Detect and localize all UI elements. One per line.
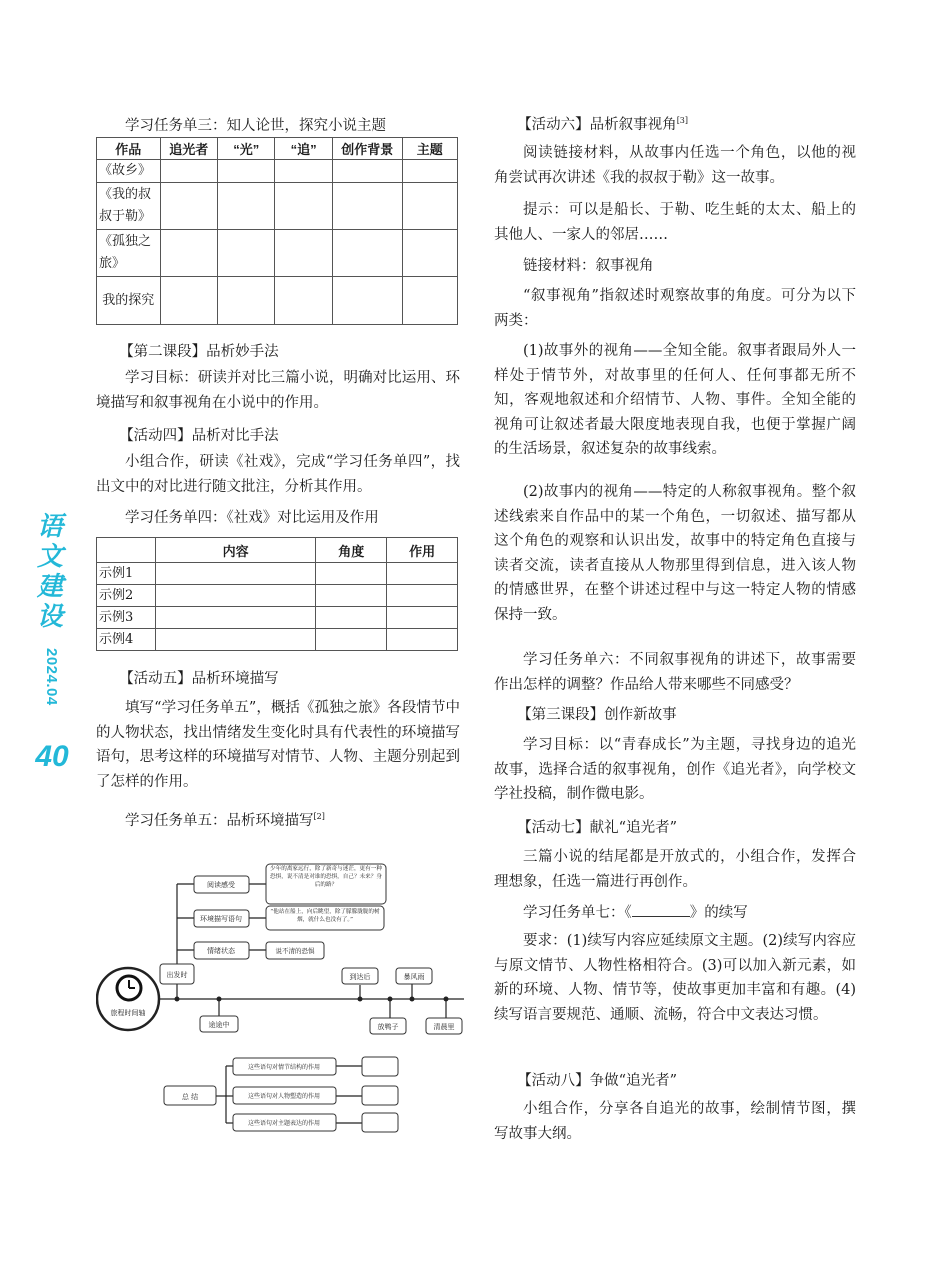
section3-goal: 学习目标：以“青春成长”为主题，寻找身边的追光故事，选择合适的叙事视角，创作《追光者》，向学校文学社投稿，制作微电影。 [494,737,856,802]
table-row [97,277,458,325]
activity4-heading: 【活动四】品析对比手法 [119,428,279,444]
activity5-text: 填写“学习任务单五”，概括《孤独之旅》各段情节中的人物状态，找出情绪发生变化时具有代表性的环境描写语句，思考这样的环境描写对情节、人物、主题分别起到了怎样的作用。 [96,700,460,790]
activity7-heading: 【活动七】献礼“追光者” [517,820,678,836]
activity6-heading [494,113,688,137]
table-cell: 我的探究 [97,277,161,325]
node-midway: 途途中 [208,1021,230,1029]
task7-prefix: 学习任务单七：《 [523,905,632,921]
timeline-dot [358,997,363,1002]
table-cell: 《孤独之旅》 [97,230,161,277]
task3-title: 学习任务单三：知人论世，探究小说主题 [125,118,386,134]
journal-title-char: 语 [36,512,63,542]
link-intro: “叙事视角”指叙述时观察故事的角度。可分为以下两类： [494,288,856,329]
table-cell: 《故乡》 [97,160,161,183]
hint-text: 提示：可以是船长、于勒、吃生蚝的太太、船上的其他人、一家人的邻居…… [494,202,856,243]
timeline-dot [388,997,393,1002]
node-storm: 暴风雨 [403,973,425,981]
requirements-text: 要求：(1)续写内容应延续原文主题。(2)续写内容应与原文情节、人物性格相符合。(3)可以加入新元素，如新的环境、人物、情节等，使故事更加丰富和有趣。(4)续写语言要规范、通顺、流畅，符合中文表达习惯。 [494,933,856,1023]
table-cell: 示例1 [97,563,156,585]
table-header: 内容 [155,538,316,563]
table-header: 创作背景 [332,138,402,160]
journal-title [28,512,72,632]
footnote-ref: [3] [676,116,689,126]
view1-text: (1)故事外的视角——全知全能。叙事者跟局外人一样处于情节外，对故事里的任何人、任何事都无所不知，客观地叙述和介绍情节、人物、事件。全知全能的视角可让叙述者最大限度地表现自我，也便于掌握广阔的生活场景，叙述复杂的故事线索。 [494,343,856,457]
blank-answer-box [362,1113,398,1132]
note-reading: 少年的离家远行，除了新奇与迷茫，更有一种恐惧，说不清是对谁的恐惧，自己？未来？身后的路？ [270,866,382,888]
node-start: 出发时 [166,971,188,979]
table-row [97,230,458,277]
activity6-text: 阅读链接材料，从故事内任选一个角色，以他的视角尝试再次讲述《我的叔叔于勒》这一故事。 [494,145,856,186]
journal-title-char: 设 [36,602,63,632]
table-header: “追” [275,138,332,160]
table-cell: 《我的叔叔于勒》 [97,183,161,230]
section2-heading: 【第二课段】品析妙手法 [119,344,279,360]
table-row [97,629,458,651]
timeline-dot [217,997,222,1002]
table-row [97,607,458,629]
summary-item: 这些语句对主题表达的作用 [247,1120,321,1127]
fill-blank[interactable] [632,902,690,917]
activity7-text: 三篇小说的结尾都是开放式的，小组合作，发挥合理想象，任选一篇进行再创作。 [494,849,856,890]
summary-label: 总 结 [181,1093,199,1101]
blank-answer-box [362,1086,398,1105]
activity8-heading: 【活动八】争做“追光者” [517,1073,678,1089]
link-title: 链接材料：叙事视角 [523,258,654,274]
table-row [97,585,458,607]
node-herd: 放鸭子 [377,1023,399,1031]
clock-label: 旅程时间轴 [110,1009,146,1017]
view2-text: (2)故事内的视角——特定的人称叙事视角。整个叙述线索来自作品中的某一个角色，一切叙述、描写都从这个角色的观察和认识出发，故事中的特定角色直接与读者交流，读者直接从人物那里得到信息，进入该人物的情感世界，在整个讲述过程中与这一特定人物的情感保持一致。 [494,484,856,623]
task6-text: 学习任务单六：不同叙事视角的讲述下，故事需要作出怎样的调整？作品给人带来哪些不同感受？ [494,652,856,693]
task7-suffix: 》的续写 [689,905,748,921]
summary-item: 这些语句对情节结构的作用 [247,1064,321,1071]
note-mood: 说不清的恐惧 [275,947,315,955]
summary-item: 这些语句对人物塑造的作用 [247,1093,321,1100]
timeline-dot [175,997,180,1002]
table-cell: 示例2 [97,585,156,607]
row-label-env: 环境描写语句 [200,915,242,923]
table-header: 主题 [402,138,458,160]
row-label-mood: 情绪状态 [207,947,235,955]
table-cell: 示例4 [97,629,156,651]
timeline-dot [444,997,449,1002]
task3-table [96,137,458,325]
task5-title-text: 学习任务单五：品析环境描写 [125,813,314,829]
timeline-dot [410,997,415,1002]
issue-date: 2024.04 [43,648,60,706]
section3-heading: 【第三课段】创作新故事 [517,707,677,723]
node-clear: 清晨里 [433,1023,455,1031]
note-env: “他站在船上，向后眺望，除了朦朦胧胧的树烟，就什么也没有了。” [270,909,380,923]
table-cell: 示例3 [97,607,156,629]
row-label-reading: 阅读感受 [207,881,235,889]
table-header: 角度 [316,538,387,563]
table-row [97,160,458,183]
journal-title-char: 建 [36,572,63,602]
activity5-heading: 【活动五】品析环境描写 [119,671,279,687]
activity4-text: 小组合作，研读《社戏》，完成“学习任务单四”，找出文中的对比进行随文批注，分析其作用。 [96,454,460,495]
task7-title [494,901,748,925]
table-row [97,563,458,585]
activity8-text: 小组合作，分享各自追光的故事，绘制情节图，撰写故事大纲。 [494,1101,856,1142]
timeline-diagram [96,858,468,1138]
task4-title: 学习任务单四：《社戏》对比运用及作用 [125,510,379,526]
task5-title [96,809,325,833]
task4-table [96,537,458,651]
table-header: 作用 [387,538,458,563]
blank-answer-box [362,1057,398,1076]
activity6-heading-text: 【活动六】品析叙事视角 [517,117,677,133]
section2-goal: 学习目标：研读并对比三篇小说，明确对比运用、环境描写和叙事视角在小说中的作用。 [96,370,460,411]
journal-title-char: 文 [36,542,63,572]
table-header: 作品 [97,138,161,160]
node-arrive: 到达后 [349,973,371,981]
table-header: “光” [217,138,274,160]
footnote-ref: [2] [313,812,325,822]
page-number: 40 [35,740,69,773]
table-header: 追光者 [160,138,217,160]
table-row [97,183,458,230]
table-header [97,538,156,563]
